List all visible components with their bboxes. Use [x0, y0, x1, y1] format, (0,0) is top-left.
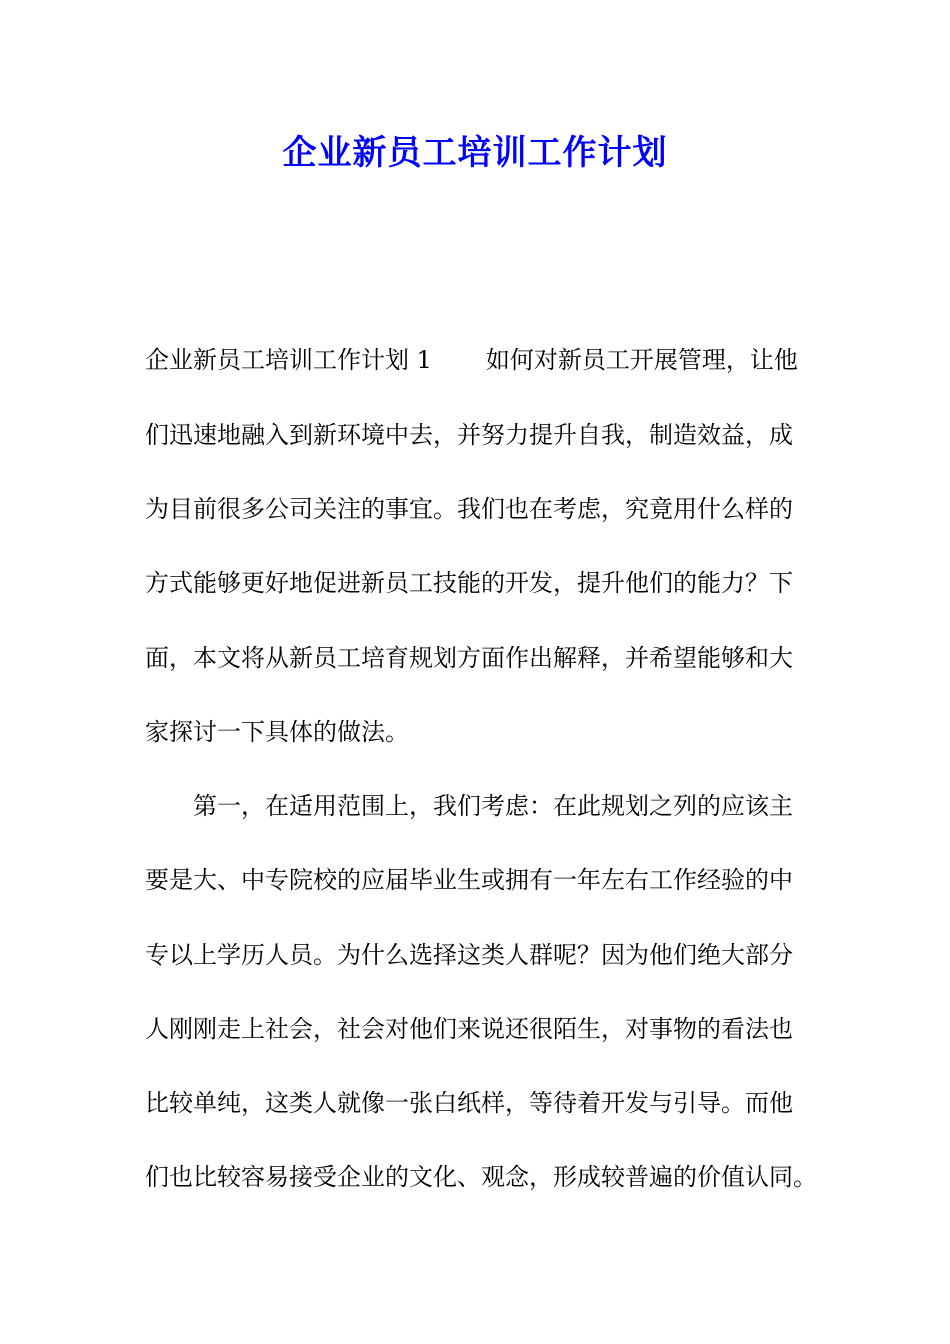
paragraph-1-line-1 [145, 344, 798, 376]
paragraph-2-line-3: 专以上学历人员。为什么选择这类人群呢？因为他们绝大部分 [145, 941, 793, 969]
paragraph-2-line-1: 第一，在适用范围上，我们考虑：在此规划之列的应该主 [193, 792, 793, 820]
section-heading: 企业新员工培训工作计划 1 [145, 346, 432, 374]
paragraph-1-line-6: 家探讨一下具体的做法。 [145, 718, 409, 746]
paragraph-1-line-3: 为目前很多公司关注的事宜。我们也在考虑，究竟用什么样的 [145, 495, 793, 523]
paragraph-text: 如何对新员工开展管理，让他 [485, 346, 798, 374]
document-title: 企业新员工培训工作计划 [282, 133, 668, 173]
paragraph-2-line-2: 要是大、中专院校的应届毕业生或拥有一年左右工作经验的中 [145, 866, 793, 894]
paragraph-1-line-4: 方式能够更好地促进新员工技能的开发，提升他们的能力？下 [145, 569, 793, 597]
paragraph-1-line-2: 们迅速地融入到新环境中去，并努力提升自我，制造效益，成 [145, 421, 793, 449]
paragraph-2-line-4: 人刚刚走上社会，社会对他们来说还很陌生，对事物的看法也 [145, 1015, 793, 1043]
paragraph-1-line-5: 面，本文将从新员工培育规划方面作出解释，并希望能够和大 [145, 644, 793, 672]
paragraph-2-line-6: 们也比较容易接受企业的文化、观念，形成较普遍的价值认同。 [145, 1163, 817, 1191]
paragraph-2-line-5: 比较单纯，这类人就像一张白纸样，等待着开发与引导。而他 [145, 1089, 793, 1117]
